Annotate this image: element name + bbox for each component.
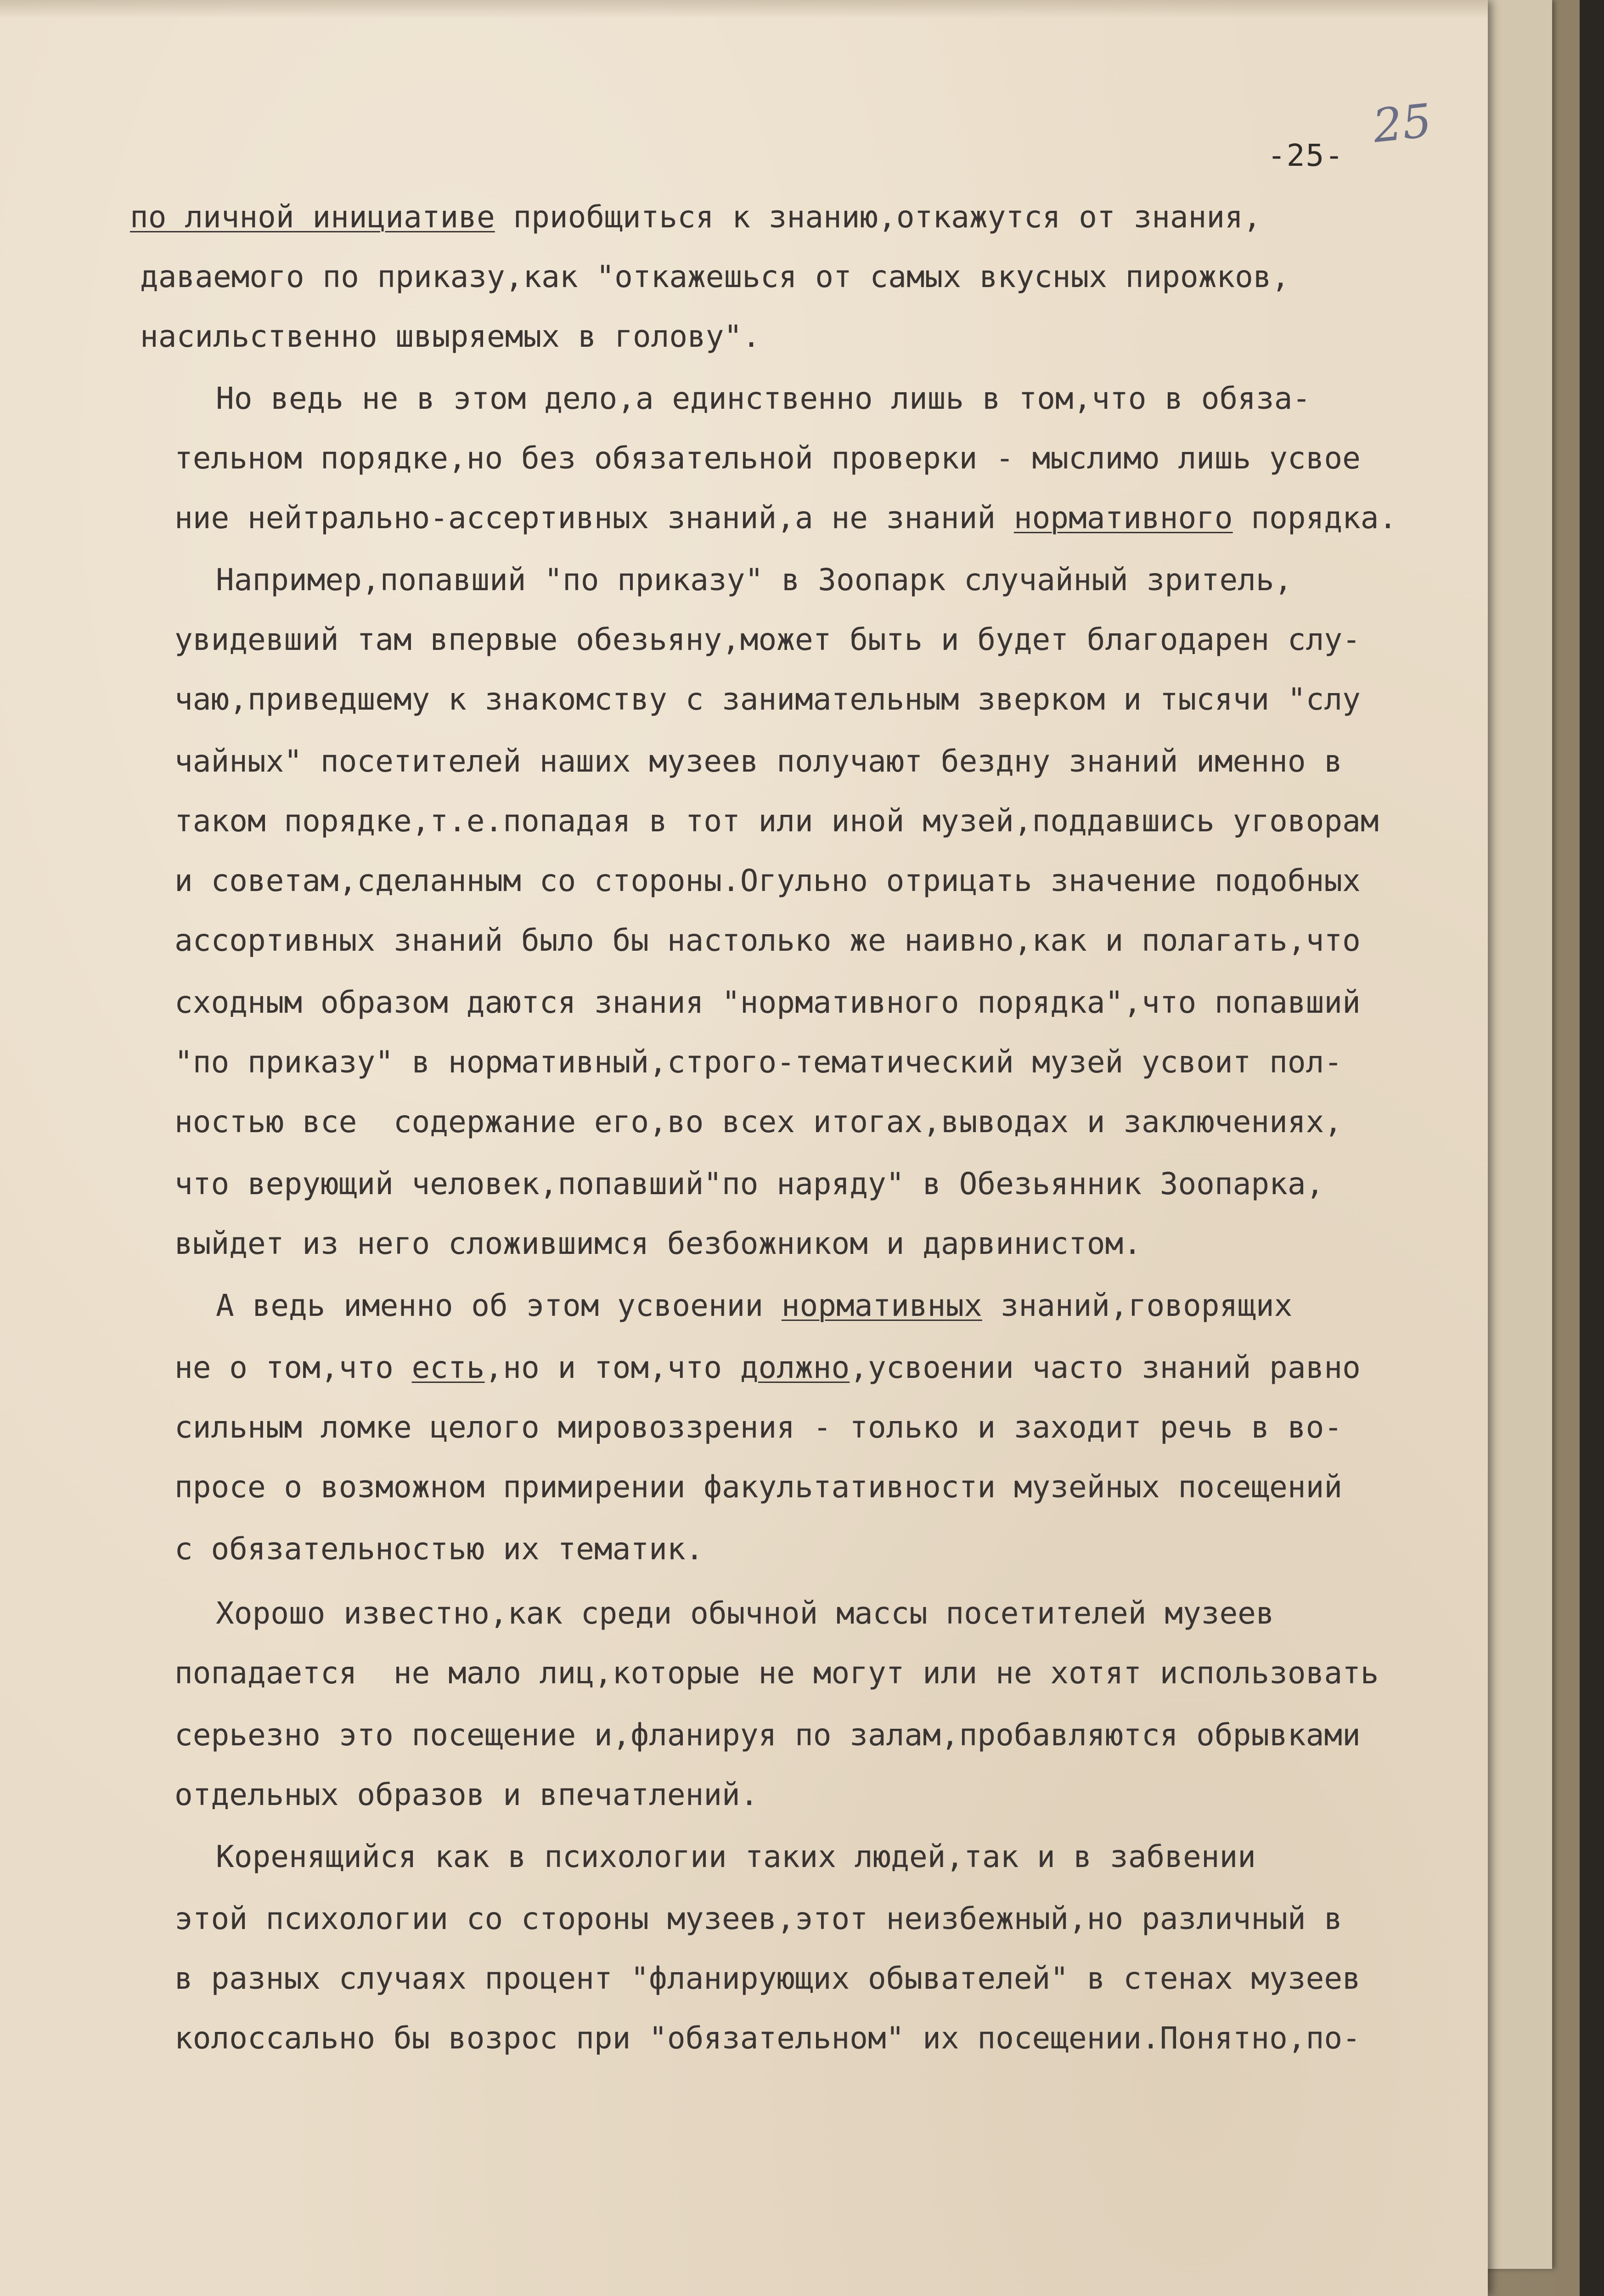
handwritten-folio-number: 25 [1370, 93, 1435, 153]
text-segment: Например,попавший "по приказу" в Зоопарк случайный зритель, [216, 562, 1293, 598]
text-segment: в разных случаях процент "фланирующих обывателей" в стенах музеев [174, 1961, 1361, 1996]
text-line [174, 1901, 1343, 1936]
text-segment: с обязательностью их тематик. [174, 1531, 704, 1567]
text-line [174, 1166, 1324, 1202]
text-segment: серьезно это посещение и,фланируя по залам,пробавляются обрывками [174, 1717, 1361, 1753]
text-segment: "по приказу" в нормативный,строго-тематический музей усвоит пол- [174, 1044, 1343, 1080]
text-line [140, 259, 1290, 294]
text-segment: и советам,сделанным со стороны.Огульно отрицать значение подобных [174, 863, 1361, 898]
text-line [174, 1963, 1361, 1994]
text-line [174, 863, 1361, 898]
text-segment: колоссально бы возрос при "обязательном" их посещении.Понятно,по- [174, 2020, 1361, 2056]
text-line [174, 1531, 704, 1567]
text-line [174, 1104, 1343, 1140]
text-segment: ,усвоении часто знаний равно [850, 1350, 1361, 1385]
text-segment: даваемого по приказу,как "откажешься от самых вкусных пирожков, [140, 259, 1290, 294]
text-line [216, 1288, 1293, 1323]
underlined-text: нормативных [781, 1288, 982, 1323]
text-line [174, 1717, 1361, 1753]
text-segment: увидевший там впервые обезьяну,может быть и будет благодарен слу- [174, 622, 1361, 657]
text-segment: ассортивных знаний было бы настолько же наивно,как и полагать,что [174, 923, 1361, 958]
underlined-text: есть [411, 1350, 485, 1385]
text-line [174, 1655, 1379, 1691]
text-line [140, 319, 761, 354]
text-segment: что верующий человек,попавший"по наряду" в Обезьянник Зоопарка, [174, 1166, 1324, 1202]
text-segment: порядка. [1233, 500, 1397, 536]
text-line [174, 1777, 759, 1812]
text-segment: этой психологии со стороны музеев,этот неизбежный,но различный в [174, 1901, 1343, 1936]
text-segment: сильным ломке целого мировоззрения - только и заходит речь в во- [174, 1410, 1343, 1445]
text-line [216, 1839, 1256, 1874]
text-segment: чайных" посетителей наших музеев получают бездну знаний именно в [174, 744, 1343, 779]
text-segment: ,но и том,что [484, 1350, 740, 1385]
text-line [130, 199, 1261, 235]
text-segment: А ведь именно об этом усвоении [216, 1288, 782, 1323]
text-line [216, 1598, 1274, 1629]
text-line [174, 1469, 1343, 1505]
text-segment: ностью все содержание его,во всех итогах,выводах и заключениях, [174, 1104, 1343, 1140]
text-segment: сходным образом даются знания "нормативного порядка",что попавший [174, 985, 1361, 1020]
text-segment: знаний,говорящих [982, 1288, 1293, 1323]
text-segment: приобщиться к знанию,откажутся от знания, [495, 199, 1261, 235]
text-line [174, 987, 1361, 1018]
text-segment: не о том,что [174, 1350, 412, 1385]
underlined-text: нормативного [1013, 500, 1233, 536]
text-line [174, 440, 1361, 476]
text-line [174, 2020, 1361, 2056]
text-line [174, 1350, 1361, 1385]
text-segment: таком порядке,т.е.попадая в тот или иной музей,поддавшись уговорам [174, 803, 1379, 839]
text-segment: чаю,приведшему к знакомству с занимательным зверком и тысячи "слу [174, 682, 1361, 717]
text-line [174, 803, 1379, 839]
text-line [174, 684, 1361, 715]
text-segment: отдельных образов и впечатлений. [174, 1777, 759, 1812]
text-line [174, 1412, 1342, 1443]
underlined-text: по личной инициативе [130, 199, 495, 235]
text-segment: ние нейтрально-ассертивных знаний,а не знаний [174, 500, 1014, 536]
text-segment: просе о возможном примирении факультативности музейных посещений [174, 1469, 1343, 1505]
text-line [174, 622, 1361, 657]
text-line [174, 925, 1361, 956]
text-segment: насильственно швыряемых в голову". [140, 319, 761, 354]
text-line [174, 500, 1397, 536]
text-line [216, 381, 1311, 416]
page-number: -25- [1267, 138, 1344, 173]
text-segment: Хорошо известно,как среди обычной массы посетителей музеев [216, 1596, 1274, 1631]
text-segment: тельном порядке,но без обязательной проверки - мыслимо лишь усвое [174, 440, 1361, 476]
text-segment: выйдет из него сложившимся безбожником и дарвинистом. [174, 1226, 1142, 1261]
text-line [174, 746, 1342, 777]
text-segment: Коренящийся как в психологии таких людей,так и в забвении [216, 1839, 1256, 1874]
text-segment: попадается не мало лиц,которые не могут или не хотят использовать [174, 1655, 1379, 1691]
text-line [216, 562, 1293, 598]
underlined-text: должно [740, 1350, 850, 1385]
text-segment: Но ведь не в этом дело,а единственно лишь в том,что в обяза- [216, 381, 1311, 416]
text-line [174, 1044, 1343, 1080]
text-line [174, 1226, 1142, 1261]
